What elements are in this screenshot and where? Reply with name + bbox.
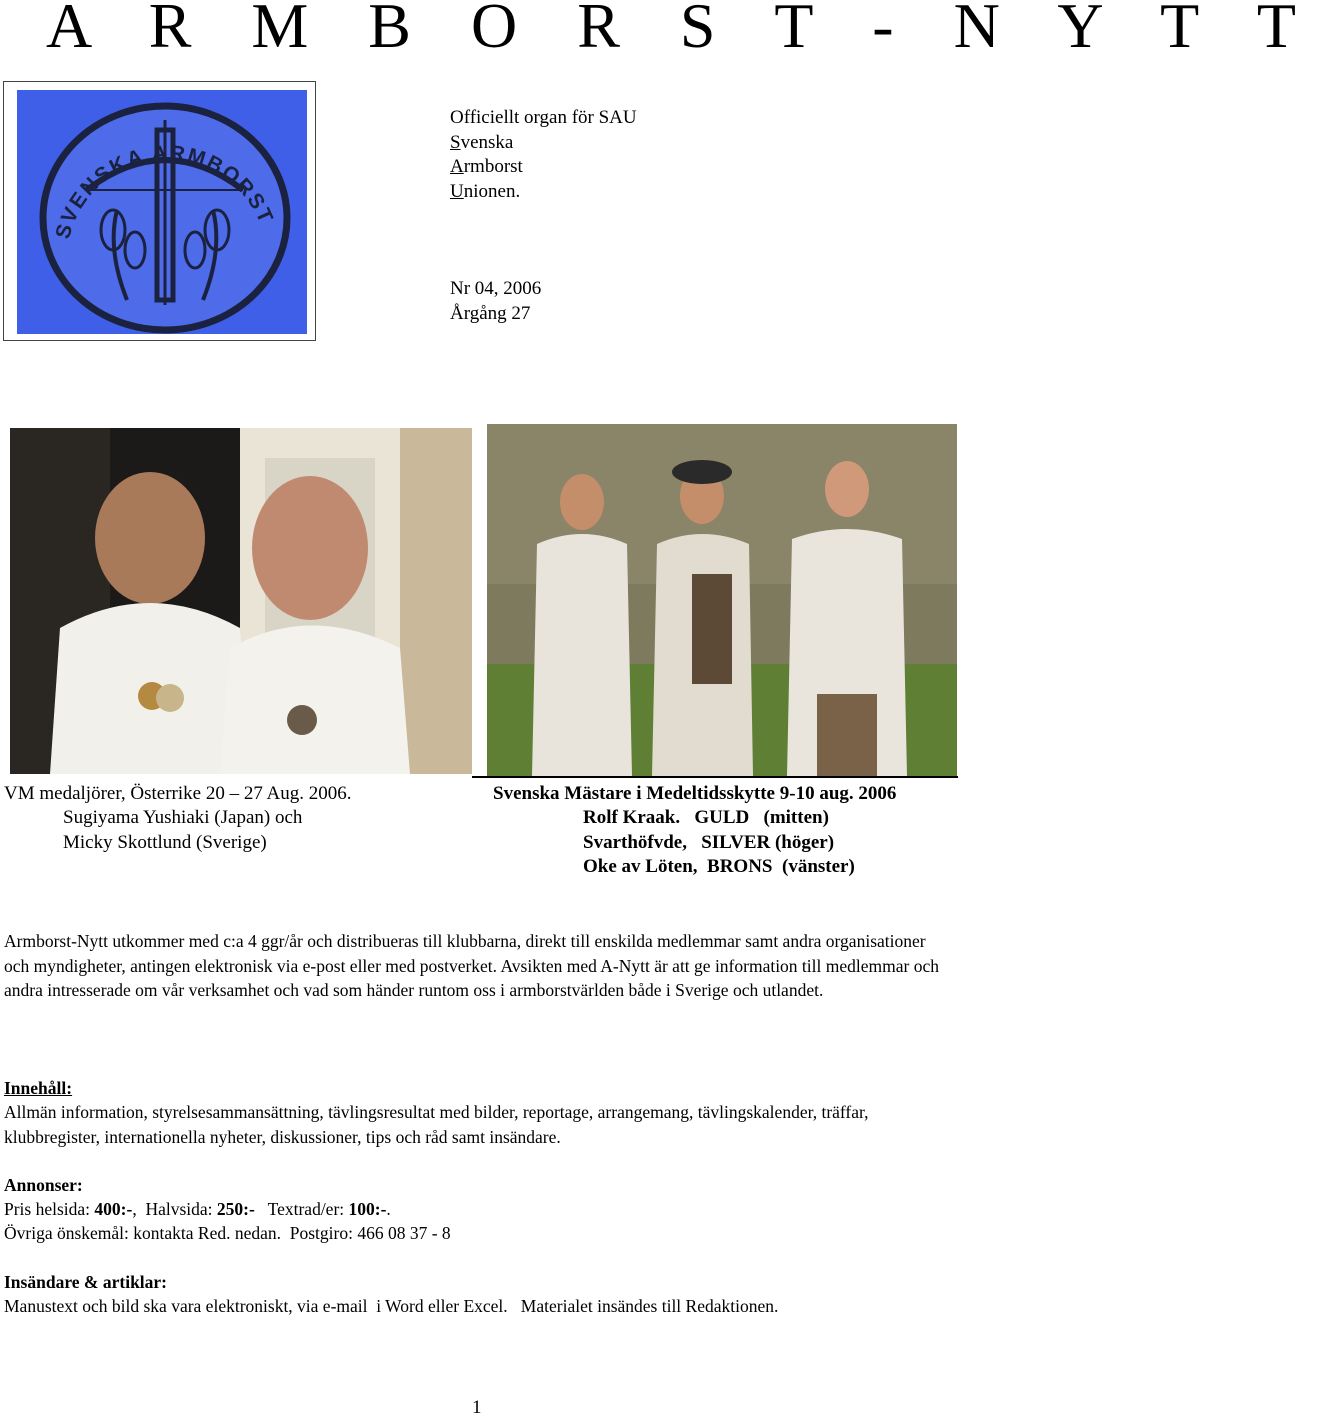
logo-frame — [3, 81, 316, 341]
photo-medieval-champions — [487, 424, 957, 776]
right-caption-line4: Oke av Löten, BRONS (vänster) — [583, 856, 855, 877]
medalists-photo-icon — [10, 428, 472, 774]
left-caption-line3: Micky Skottlund (Sverige) — [63, 832, 267, 853]
photo-medalists — [10, 428, 472, 774]
masthead-armborst: Armborst — [450, 156, 523, 177]
masthead — [450, 106, 637, 326]
union-logo — [17, 90, 307, 334]
ads-prices: Pris helsida: 400:-, Halvsida: 250:- Textrad/er: 100:-. — [4, 1199, 391, 1219]
ads-contact: Övriga önskemål: kontakta Red. nedan. Postgiro: 466 08 37 - 8 — [4, 1223, 451, 1243]
union-seal-icon — [17, 90, 307, 334]
contents-body: Allmän information, styrelsesammansättning, tävlingsresultat med bilder, reportage, arrangemang, tävlingskalender, träffar, klubbregister, internationella nyheter, diskussioner, tips och råd samt insändare. — [4, 1102, 869, 1147]
issue-number: Nr 04, 2006 — [450, 278, 542, 299]
contents-heading: Innehåll: — [4, 1078, 73, 1098]
submissions-heading: Insändare & artiklar: — [4, 1272, 168, 1292]
masthead-svenska: Svenska — [450, 131, 514, 153]
ads-heading: Annonser: — [4, 1175, 83, 1195]
submissions-body: Manustext och bild ska vara elektroniskt, via e-mail i Word eller Excel. Materialet insändes till Redaktionen. — [4, 1296, 779, 1316]
champions-photo-icon — [487, 424, 957, 776]
volume: Årgång 27 — [450, 302, 531, 324]
intro-paragraph: Armborst-Nytt utkommer med c:a 4 ggr/år och distribueras till klubbarna, direkt till enskilda medlemmar samt andra organisationer och myndigheter, antingen elektronisk via e-post eller med postverket. Avsikten med A-Nytt är att ge information till medlemmar och andra intresserade om vår verksamhet och vad som händer runtom oss i armborstvärlden både i Sverige och utlandet. — [4, 931, 939, 1000]
right-caption-line2: Rolf Kraak. GULD (mitten) — [583, 807, 829, 828]
newsletter-title: A R M B O R S T - N Y T T — [46, 0, 1318, 61]
right-caption-line3: Svarthöfvde, SILVER (höger) — [583, 832, 835, 853]
seal-arc-text: SVENSKA ARMBORST — [51, 141, 278, 242]
right-caption-line1: Svenska Mästare i Medeltidsskytte 9-10 aug. 2006 — [493, 783, 897, 804]
masthead-unionen: Unionen. — [450, 180, 521, 202]
masthead-line: Officiellt organ för SAU — [450, 107, 637, 128]
page-number: 1 — [472, 1397, 482, 1418]
left-caption-line1: VM medaljörer, Österrike 20 – 27 Aug. 2006. — [4, 783, 352, 804]
left-caption-line2: Sugiyama Yushiaki (Japan) och — [63, 807, 303, 828]
caption-divider — [472, 776, 958, 778]
